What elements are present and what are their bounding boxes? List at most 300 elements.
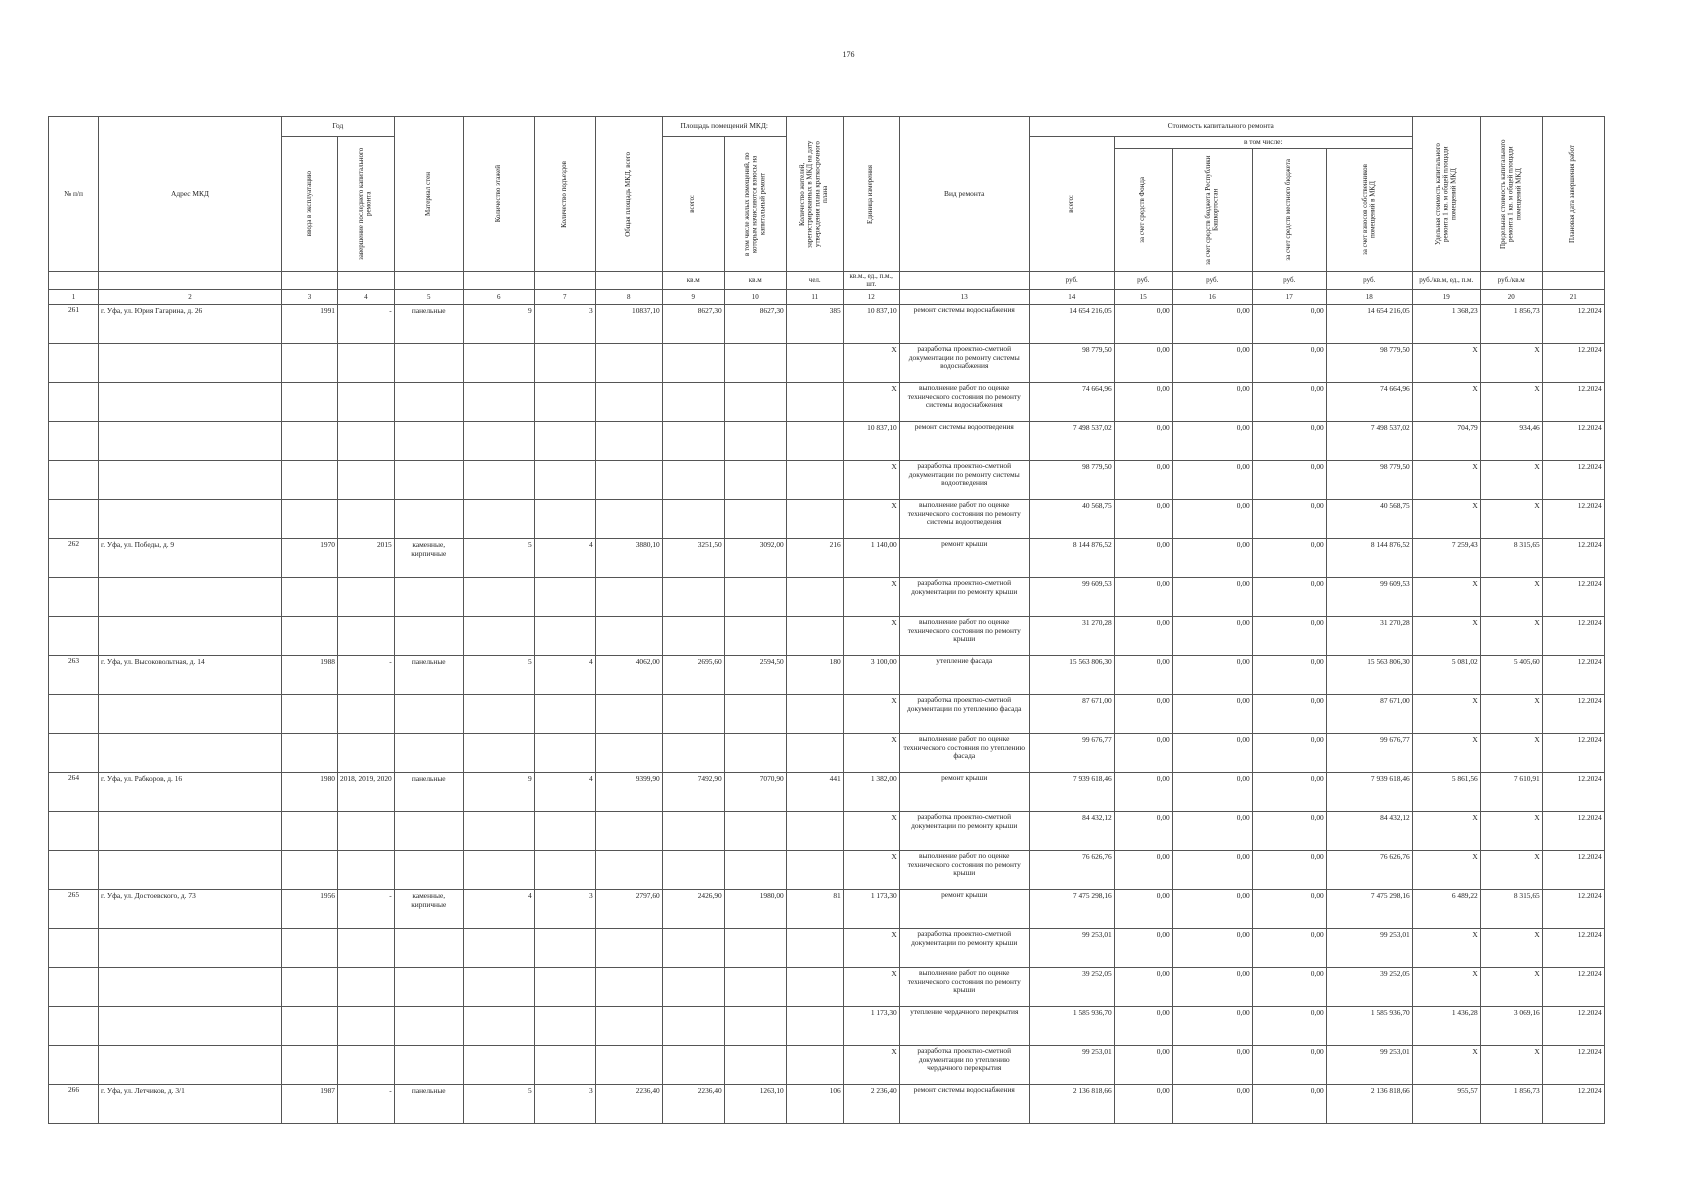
empty-cell	[662, 383, 724, 422]
header-year-last-repair: завершение последнего капитального ремонта	[357, 147, 373, 261]
unit-cell	[394, 272, 463, 290]
year-last-repair-cell: -	[338, 890, 395, 929]
header-cost-fund: за счет средств Фонда	[1138, 177, 1147, 243]
cost-fund-cell: 0,00	[1114, 851, 1172, 890]
unit-cell: руб.	[1172, 272, 1252, 290]
cost-total-cell: 76 626,76	[1029, 851, 1114, 890]
empty-cell	[786, 1046, 843, 1085]
unit-value-cell: 10 837,10	[843, 422, 899, 461]
empty-cell	[338, 929, 395, 968]
max-cost-cell: X	[1480, 695, 1542, 734]
cost-republic-cell: 0,00	[1172, 656, 1252, 695]
entrances-cell: 3	[534, 890, 595, 929]
unit-cell: руб./кв.м, ед., п.м.	[1412, 272, 1480, 290]
empty-cell	[595, 344, 662, 383]
max-cost-cell: X	[1480, 500, 1542, 539]
planned-date-cell: 12.2024	[1542, 929, 1604, 968]
unit-value-cell: X	[843, 617, 899, 656]
empty-cell	[99, 695, 282, 734]
empty-cell	[463, 617, 534, 656]
unit-cost-cell: X	[1412, 500, 1480, 539]
entrances-cell: 3	[534, 305, 595, 344]
work-type-cell: ремонт крыши	[899, 890, 1029, 929]
cost-republic-cell: 0,00	[1172, 1007, 1252, 1046]
cost-owners-cell: 7 475 298,16	[1326, 890, 1412, 929]
total-area-cell: 2236,40	[595, 1085, 662, 1124]
empty-cell	[49, 617, 99, 656]
max-cost-cell: X	[1480, 812, 1542, 851]
empty-cell	[786, 734, 843, 773]
header-residents: Количество жителей, зарегистрированных в МКД на дату утверждения плана краткосрочного плана	[798, 140, 830, 248]
max-cost-cell: 8 315,65	[1480, 539, 1542, 578]
header-year-group: Год	[282, 117, 395, 137]
empty-cell	[662, 695, 724, 734]
work-type-cell: выполнение работ по оценке технического состояния по ремонту системы водоотведения	[899, 500, 1029, 539]
table-row	[49, 344, 1605, 383]
cost-republic-cell: 0,00	[1172, 695, 1252, 734]
empty-cell	[724, 695, 786, 734]
empty-cell	[724, 617, 786, 656]
max-cost-cell: 7 610,91	[1480, 773, 1542, 812]
cost-owners-cell: 2 136 818,66	[1326, 1085, 1412, 1124]
residents-cell: 385	[786, 305, 843, 344]
unit-cost-cell: X	[1412, 461, 1480, 500]
work-type-cell: ремонт крыши	[899, 539, 1029, 578]
planned-date-cell: 12.2024	[1542, 1007, 1604, 1046]
empty-cell	[99, 812, 282, 851]
planned-date-cell: 12.2024	[1542, 968, 1604, 1007]
cost-fund-cell: 0,00	[1114, 929, 1172, 968]
address-cell: г. Уфа, ул. Рабкоров, д. 16	[99, 773, 282, 812]
empty-cell	[595, 461, 662, 500]
row-number: 264	[49, 773, 99, 812]
empty-cell	[49, 383, 99, 422]
empty-cell	[724, 578, 786, 617]
repair-plan-table	[48, 116, 1605, 1124]
empty-cell	[49, 422, 99, 461]
empty-cell	[282, 812, 338, 851]
planned-date-cell: 12.2024	[1542, 656, 1604, 695]
cost-republic-cell: 0,00	[1172, 383, 1252, 422]
header-unit-cost: Удельная стоимость капитального ремонта 1 кв. м общей площади помещений МКД	[1433, 143, 1458, 245]
empty-cell	[394, 1007, 463, 1046]
column-number: 21	[1542, 290, 1604, 305]
empty-cell	[786, 812, 843, 851]
table-row	[49, 578, 1605, 617]
cost-republic-cell: 0,00	[1172, 617, 1252, 656]
cost-fund-cell: 0,00	[1114, 695, 1172, 734]
empty-cell	[99, 578, 282, 617]
cost-local-cell: 0,00	[1252, 617, 1326, 656]
header-year-commission: ввода в эксплуатацию	[304, 171, 313, 237]
empty-cell	[394, 929, 463, 968]
unit-value-cell: X	[843, 461, 899, 500]
empty-cell	[786, 968, 843, 1007]
work-type-cell: ремонт системы водоснабжения	[899, 305, 1029, 344]
cost-local-cell: 0,00	[1252, 812, 1326, 851]
cost-fund-cell: 0,00	[1114, 461, 1172, 500]
empty-cell	[662, 1007, 724, 1046]
unit-cell	[595, 272, 662, 290]
empty-cell	[49, 812, 99, 851]
work-type-cell: выполнение работ по оценке технического состояния по ремонту крыши	[899, 968, 1029, 1007]
table-row	[49, 305, 1605, 344]
cost-total-cell: 99 676,77	[1029, 734, 1114, 773]
area-all-cell: 3251,50	[662, 539, 724, 578]
area-contrib-cell: 8627,30	[724, 305, 786, 344]
area-all-cell: 7492,90	[662, 773, 724, 812]
cost-total-cell: 99 253,01	[1029, 1046, 1114, 1085]
empty-cell	[463, 344, 534, 383]
cost-total-cell: 7 475 298,16	[1029, 890, 1114, 929]
area-all-cell: 2695,60	[662, 656, 724, 695]
empty-cell	[282, 422, 338, 461]
max-cost-cell: X	[1480, 968, 1542, 1007]
residents-cell: 106	[786, 1085, 843, 1124]
column-number: 13	[899, 290, 1029, 305]
unit-cell: чел.	[786, 272, 843, 290]
empty-cell	[99, 383, 282, 422]
year-commission-cell: 1987	[282, 1085, 338, 1124]
empty-cell	[724, 500, 786, 539]
empty-cell	[786, 929, 843, 968]
year-commission-cell: 1980	[282, 773, 338, 812]
cost-local-cell: 0,00	[1252, 968, 1326, 1007]
wall-material-cell: панельные	[394, 305, 463, 344]
area-all-cell: 8627,30	[662, 305, 724, 344]
floors-cell: 9	[463, 773, 534, 812]
cost-total-cell: 7 939 618,46	[1029, 773, 1114, 812]
planned-date-cell: 12.2024	[1542, 734, 1604, 773]
cost-republic-cell: 0,00	[1172, 539, 1252, 578]
empty-cell	[394, 578, 463, 617]
table-row	[49, 851, 1605, 890]
empty-cell	[394, 500, 463, 539]
wall-material-cell: панельные	[394, 656, 463, 695]
cost-republic-cell: 0,00	[1172, 734, 1252, 773]
unit-value-cell: X	[843, 1046, 899, 1085]
cost-fund-cell: 0,00	[1114, 344, 1172, 383]
empty-cell	[534, 422, 595, 461]
cost-fund-cell: 0,00	[1114, 1085, 1172, 1124]
header-cost-local: за счет средств местного бюджета	[1284, 159, 1293, 261]
empty-cell	[724, 968, 786, 1007]
cost-total-cell: 98 779,50	[1029, 461, 1114, 500]
empty-cell	[49, 968, 99, 1007]
work-type-cell: разработка проектно-сметной документации по ремонту крыши	[899, 929, 1029, 968]
unit-cell	[1542, 272, 1604, 290]
table-row	[49, 500, 1605, 539]
header-premises-group: Площадь помещений МКД:	[662, 117, 786, 137]
column-number: 1	[49, 290, 99, 305]
unit-cell	[338, 272, 395, 290]
area-contrib-cell: 1980,00	[724, 890, 786, 929]
empty-cell	[338, 968, 395, 1007]
unit-cell: руб.	[1029, 272, 1114, 290]
year-last-repair-cell: 2018, 2019, 2020	[338, 773, 395, 812]
cost-total-cell: 99 609,53	[1029, 578, 1114, 617]
cost-fund-cell: 0,00	[1114, 422, 1172, 461]
planned-date-cell: 12.2024	[1542, 578, 1604, 617]
header-total-area: Общая площадь МКД, всего	[623, 151, 632, 237]
cost-owners-cell: 15 563 806,30	[1326, 656, 1412, 695]
header-area-contrib: в том числе жилых помещений, по которым начисляются взносы на капитальный ремонт	[742, 152, 767, 256]
cost-local-cell: 0,00	[1252, 539, 1326, 578]
empty-cell	[463, 968, 534, 1007]
cost-local-cell: 0,00	[1252, 578, 1326, 617]
work-type-cell: выполнение работ по оценке технического состояния по ремонту крыши	[899, 851, 1029, 890]
empty-cell	[662, 812, 724, 851]
empty-cell	[595, 851, 662, 890]
table-row	[49, 1007, 1605, 1046]
unit-value-cell: X	[843, 695, 899, 734]
year-last-repair-cell: 2015	[338, 539, 395, 578]
cost-total-cell: 39 252,05	[1029, 968, 1114, 1007]
cost-local-cell: 0,00	[1252, 890, 1326, 929]
work-type-cell: ремонт системы водоотведения	[899, 422, 1029, 461]
header-num: № п/п	[49, 117, 99, 272]
cost-local-cell: 0,00	[1252, 734, 1326, 773]
max-cost-cell: X	[1480, 461, 1542, 500]
empty-cell	[394, 851, 463, 890]
cost-republic-cell: 0,00	[1172, 851, 1252, 890]
empty-cell	[463, 500, 534, 539]
empty-cell	[786, 617, 843, 656]
cost-local-cell: 0,00	[1252, 773, 1326, 812]
work-type-cell: выполнение работ по оценке технического состояния по ремонту крыши	[899, 617, 1029, 656]
cost-total-cell: 31 270,28	[1029, 617, 1114, 656]
empty-cell	[99, 500, 282, 539]
cost-republic-cell: 0,00	[1172, 812, 1252, 851]
column-number: 5	[394, 290, 463, 305]
empty-cell	[662, 500, 724, 539]
column-number: 10	[724, 290, 786, 305]
cost-owners-cell: 40 568,75	[1326, 500, 1412, 539]
empty-cell	[786, 578, 843, 617]
unit-cost-cell: X	[1412, 812, 1480, 851]
empty-cell	[786, 422, 843, 461]
header-work-type: Вид ремонта	[899, 117, 1029, 272]
header-cost-republic: за счет средств бюджета Республики Башкортостан	[1203, 155, 1220, 265]
cost-republic-cell: 0,00	[1172, 344, 1252, 383]
cost-owners-cell: 7 498 537,02	[1326, 422, 1412, 461]
empty-cell	[338, 1007, 395, 1046]
column-number: 15	[1114, 290, 1172, 305]
empty-cell	[534, 734, 595, 773]
area-contrib-cell: 3092,00	[724, 539, 786, 578]
unit-cost-cell: 1 368,23	[1412, 305, 1480, 344]
residents-cell: 81	[786, 890, 843, 929]
unit-value-cell: X	[843, 734, 899, 773]
empty-cell	[282, 344, 338, 383]
cost-local-cell: 0,00	[1252, 656, 1326, 695]
empty-cell	[595, 734, 662, 773]
unit-value-cell: X	[843, 968, 899, 1007]
column-number: 19	[1412, 290, 1480, 305]
unit-value-cell: 1 382,00	[843, 773, 899, 812]
floors-cell: 4	[463, 890, 534, 929]
cost-republic-cell: 0,00	[1172, 1046, 1252, 1085]
column-number: 8	[595, 290, 662, 305]
empty-cell	[49, 344, 99, 383]
unit-cell: руб.	[1114, 272, 1172, 290]
empty-cell	[724, 344, 786, 383]
cost-total-cell: 2 136 818,66	[1029, 1085, 1114, 1124]
unit-cell: кв.м	[724, 272, 786, 290]
unit-cost-cell: 704,79	[1412, 422, 1480, 461]
empty-cell	[49, 461, 99, 500]
cost-fund-cell: 0,00	[1114, 968, 1172, 1007]
empty-cell	[463, 422, 534, 461]
cost-local-cell: 0,00	[1252, 461, 1326, 500]
cost-total-cell: 74 664,96	[1029, 383, 1114, 422]
total-area-cell: 2797,60	[595, 890, 662, 929]
max-cost-cell: 8 315,65	[1480, 890, 1542, 929]
unit-value-cell: X	[843, 383, 899, 422]
empty-cell	[282, 968, 338, 1007]
cost-total-cell: 87 671,00	[1029, 695, 1114, 734]
empty-cell	[534, 578, 595, 617]
cost-total-cell: 14 654 216,05	[1029, 305, 1114, 344]
year-commission-cell: 1988	[282, 656, 338, 695]
empty-cell	[338, 383, 395, 422]
empty-cell	[338, 500, 395, 539]
empty-cell	[786, 695, 843, 734]
max-cost-cell: 5 405,60	[1480, 656, 1542, 695]
empty-cell	[534, 968, 595, 1007]
empty-cell	[724, 851, 786, 890]
wall-material-cell: панельные	[394, 773, 463, 812]
cost-republic-cell: 0,00	[1172, 968, 1252, 1007]
cost-total-cell: 15 563 806,30	[1029, 656, 1114, 695]
planned-date-cell: 12.2024	[1542, 461, 1604, 500]
max-cost-cell: 1 856,73	[1480, 305, 1542, 344]
empty-cell	[534, 344, 595, 383]
table-row	[49, 968, 1605, 1007]
planned-date-cell: 12.2024	[1542, 344, 1604, 383]
max-cost-cell: X	[1480, 617, 1542, 656]
empty-cell	[338, 734, 395, 773]
header-wall-material: Материал стен	[423, 172, 432, 216]
planned-date-cell: 12.2024	[1542, 890, 1604, 929]
unit-cost-cell: 1 436,28	[1412, 1007, 1480, 1046]
column-number: 12	[843, 290, 899, 305]
unit-cost-cell: 7 259,43	[1412, 539, 1480, 578]
empty-cell	[338, 851, 395, 890]
column-number: 18	[1326, 290, 1412, 305]
area-contrib-cell: 2594,50	[724, 656, 786, 695]
cost-fund-cell: 0,00	[1114, 500, 1172, 539]
empty-cell	[338, 695, 395, 734]
cost-republic-cell: 0,00	[1172, 773, 1252, 812]
empty-cell	[534, 383, 595, 422]
work-type-cell: разработка проектно-сметной документации по ремонту системы водоотведения	[899, 461, 1029, 500]
cost-owners-cell: 84 432,12	[1326, 812, 1412, 851]
max-cost-cell: X	[1480, 851, 1542, 890]
column-number-row	[49, 290, 1605, 305]
unit-value-cell: 1 140,00	[843, 539, 899, 578]
empty-cell	[338, 578, 395, 617]
empty-cell	[463, 734, 534, 773]
table-row	[49, 383, 1605, 422]
cost-local-cell: 0,00	[1252, 1007, 1326, 1046]
empty-cell	[534, 1007, 595, 1046]
empty-cell	[49, 695, 99, 734]
floors-cell: 5	[463, 1085, 534, 1124]
cost-local-cell: 0,00	[1252, 1046, 1326, 1085]
max-cost-cell: 3 069,16	[1480, 1007, 1542, 1046]
empty-cell	[99, 1046, 282, 1085]
empty-cell	[394, 422, 463, 461]
unit-cost-cell: X	[1412, 383, 1480, 422]
empty-cell	[394, 695, 463, 734]
empty-cell	[662, 968, 724, 1007]
table-row	[49, 1046, 1605, 1085]
empty-cell	[595, 383, 662, 422]
cost-local-cell: 0,00	[1252, 500, 1326, 539]
empty-cell	[282, 578, 338, 617]
cost-republic-cell: 0,00	[1172, 305, 1252, 344]
empty-cell	[49, 851, 99, 890]
max-cost-cell: X	[1480, 383, 1542, 422]
cost-owners-cell: 76 626,76	[1326, 851, 1412, 890]
row-number: 261	[49, 305, 99, 344]
empty-cell	[338, 422, 395, 461]
unit-value-cell: X	[843, 929, 899, 968]
total-area-cell: 4062,00	[595, 656, 662, 695]
empty-cell	[786, 1007, 843, 1046]
unit-cost-cell: 955,57	[1412, 1085, 1480, 1124]
empty-cell	[99, 734, 282, 773]
cost-local-cell: 0,00	[1252, 305, 1326, 344]
work-type-cell: разработка проектно-сметной документации по ремонту крыши	[899, 812, 1029, 851]
area-contrib-cell: 1263,10	[724, 1085, 786, 1124]
empty-cell	[463, 1046, 534, 1085]
empty-cell	[394, 812, 463, 851]
column-number: 16	[1172, 290, 1252, 305]
units-row	[49, 272, 1605, 290]
unit-value-cell: X	[843, 812, 899, 851]
unit-cell	[282, 272, 338, 290]
unit-cell	[463, 272, 534, 290]
empty-cell	[595, 500, 662, 539]
unit-value-cell: X	[843, 344, 899, 383]
wall-material-cell: каменные, кирпичные	[394, 890, 463, 929]
table-row	[49, 695, 1605, 734]
cost-republic-cell: 0,00	[1172, 500, 1252, 539]
header-cost-owners: за счет взносов собственников помещений в МКД	[1360, 164, 1377, 256]
residents-cell: 216	[786, 539, 843, 578]
empty-cell	[724, 383, 786, 422]
row-number: 262	[49, 539, 99, 578]
planned-date-cell: 12.2024	[1542, 383, 1604, 422]
empty-cell	[99, 422, 282, 461]
unit-cell: руб.	[1326, 272, 1412, 290]
work-type-cell: разработка проектно-сметной документации по утеплению чердачного перекрытия	[899, 1046, 1029, 1085]
empty-cell	[786, 344, 843, 383]
max-cost-cell: X	[1480, 929, 1542, 968]
column-number: 20	[1480, 290, 1542, 305]
empty-cell	[724, 1046, 786, 1085]
empty-cell	[724, 422, 786, 461]
empty-cell	[724, 461, 786, 500]
empty-cell	[534, 929, 595, 968]
address-cell: г. Уфа, ул. Летчиков, д. 3/1	[99, 1085, 282, 1124]
address-cell: г. Уфа, ул. Высоковольтная, д. 14	[99, 656, 282, 695]
unit-cell	[534, 272, 595, 290]
table-row	[49, 656, 1605, 695]
empty-cell	[534, 617, 595, 656]
